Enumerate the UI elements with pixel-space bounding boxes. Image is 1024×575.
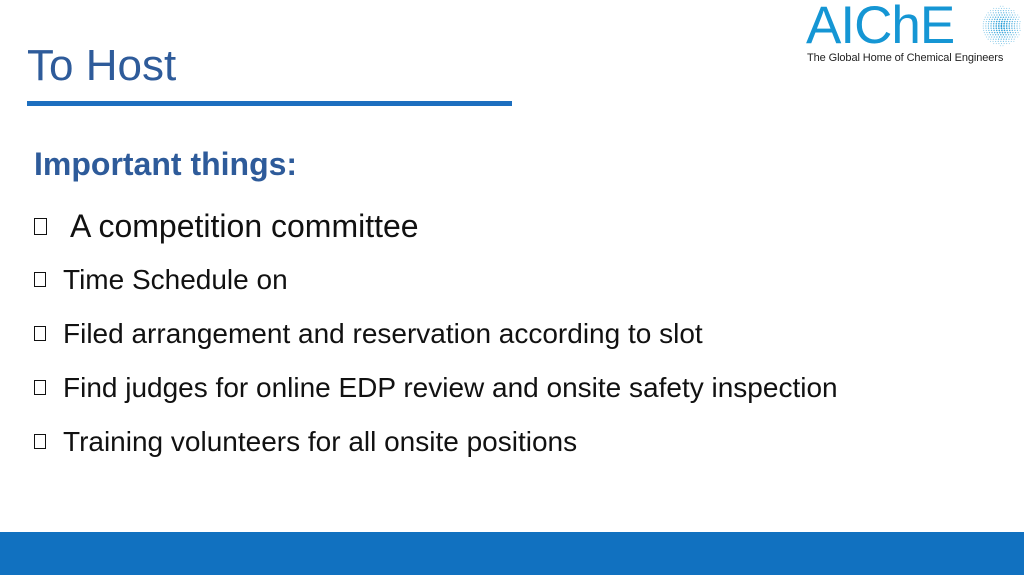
globe-dot: [1005, 34, 1006, 35]
globe-dot: [1014, 39, 1015, 40]
footer-band: [0, 532, 1024, 575]
globe-dot: [1016, 17, 1017, 18]
globe-dot: [1020, 30, 1021, 31]
globe-dot: [998, 16, 999, 17]
globe-dot: [1002, 6, 1003, 7]
globe-dot: [1013, 41, 1014, 42]
globe-dot: [1007, 36, 1008, 37]
globe-dot: [999, 14, 1000, 15]
globe-dot: [990, 23, 991, 24]
globe-dot: [1012, 19, 1013, 20]
globe-dot: [1011, 25, 1012, 26]
globe-dot: [1006, 27, 1008, 29]
globe-icon: [980, 4, 1024, 48]
globe-dot: [995, 25, 997, 27]
globe-dot: [985, 25, 986, 26]
globe-dot: [1002, 32, 1004, 34]
globe-dot: [987, 17, 988, 18]
bullet-box-icon: [34, 272, 46, 287]
globe-dot: [1003, 12, 1004, 13]
globe-dot: [1003, 10, 1004, 11]
globe-dot: [991, 21, 992, 22]
globe-dot: [1004, 8, 1005, 9]
globe-dot: [988, 12, 989, 13]
globe-dot: [991, 30, 992, 31]
globe-dot: [1001, 43, 1002, 44]
globe-dot: [996, 43, 997, 44]
globe-dot: [1005, 41, 1006, 42]
globe-dot: [1009, 21, 1011, 23]
globe-dot: [983, 21, 984, 22]
globe-dot: [992, 17, 993, 18]
globe-dot: [993, 23, 995, 25]
globe-dot: [998, 25, 1000, 27]
globe-dot: [990, 41, 991, 42]
globe-dot: [999, 19, 1001, 21]
globe-dot: [1012, 30, 1013, 31]
globe-dot: [988, 23, 989, 24]
globe-dot: [992, 10, 993, 11]
globe-dot: [1011, 12, 1012, 13]
globe-dot: [1008, 25, 1010, 27]
globe-dot: [988, 39, 989, 40]
title-underline: [27, 101, 512, 106]
globe-dot: [1013, 17, 1014, 18]
globe-dot: [1012, 36, 1013, 37]
globe-dot: [1003, 23, 1005, 25]
globe-dot: [994, 19, 995, 20]
globe-dot: [1012, 32, 1013, 33]
bullet-item: [34, 263, 288, 297]
globe-dot: [1017, 30, 1018, 31]
globe-dot: [1004, 14, 1005, 15]
globe-dot: [984, 19, 985, 20]
globe-dot: [1001, 12, 1002, 13]
globe-dot: [1001, 21, 1003, 23]
globe-dot: [985, 23, 986, 24]
globe-dot: [990, 25, 991, 26]
globe-dot: [983, 23, 984, 24]
globe-dot: [990, 10, 991, 11]
globe-dot: [1008, 41, 1009, 42]
globe-dot: [1016, 34, 1017, 35]
globe-dot: [996, 14, 997, 15]
globe-dot: [1015, 36, 1016, 37]
globe-dot: [989, 32, 990, 33]
globe-dot: [989, 14, 990, 15]
globe-dot: [1008, 10, 1009, 11]
globe-dot: [1000, 10, 1001, 11]
bullet-item: [34, 206, 419, 246]
globe-dot: [988, 21, 989, 22]
globe-dot: [1018, 19, 1019, 20]
globe-dot: [1011, 10, 1012, 11]
globe-dot: [998, 27, 1000, 29]
globe-dot: [1001, 8, 1002, 9]
globe-dot: [1013, 34, 1014, 35]
globe-dot: [1006, 23, 1008, 25]
globe-dot: [995, 16, 996, 17]
globe-dot: [993, 8, 994, 9]
globe-dot: [998, 21, 1000, 23]
globe-dot: [991, 14, 992, 15]
globe-dot: [996, 30, 998, 32]
globe-dot: [994, 36, 995, 37]
globe-dot: [1003, 25, 1005, 27]
globe-dot: [995, 41, 996, 42]
subheading: Important things:: [34, 146, 298, 182]
globe-dot: [1001, 14, 1002, 15]
globe-dot: [1015, 14, 1016, 15]
globe-dot: [1003, 16, 1005, 18]
globe-dot: [1020, 21, 1021, 22]
globe-dot: [997, 19, 999, 21]
globe-dot: [1006, 43, 1007, 44]
globe-dot: [1002, 45, 1003, 46]
globe-dot: [1009, 43, 1010, 44]
globe-dot: [998, 34, 999, 35]
globe-dot: [1006, 12, 1007, 13]
globe-dot: [1007, 19, 1009, 21]
globe-dot: [1000, 34, 1002, 36]
globe-dot: [992, 34, 993, 35]
bullet-box-icon: [34, 326, 46, 341]
globe-dot: [986, 32, 987, 33]
globe-dot: [983, 28, 984, 29]
globe-dot: [1017, 14, 1018, 15]
globe-dot: [995, 39, 996, 40]
bullet-box-icon: [34, 380, 46, 395]
globe-dot: [993, 43, 994, 44]
globe-dot: [1000, 25, 1002, 27]
globe-dot: [1006, 21, 1008, 23]
globe-dot: [995, 34, 996, 35]
globe-dot: [994, 14, 995, 15]
globe-dot: [998, 41, 999, 42]
globe-dot: [1007, 32, 1009, 33]
globe-dot: [988, 25, 989, 26]
globe-dot: [1014, 23, 1015, 24]
globe-dot: [1014, 12, 1015, 13]
globe-dot: [1004, 43, 1005, 44]
bullet-item: [34, 317, 703, 351]
globe-dot: [1008, 34, 1009, 35]
globe-dot: [1003, 27, 1005, 29]
globe-dot: [990, 39, 991, 40]
globe-dot: [986, 21, 987, 22]
globe-dot: [1004, 19, 1006, 21]
globe-dot: [986, 14, 987, 15]
bullet-text: Find judges for online EDP review and onsite safety inspection: [63, 372, 838, 403]
globe-dot: [1017, 21, 1018, 22]
globe-dot: [1017, 23, 1018, 24]
globe-dot: [991, 19, 992, 20]
globe-dot: [988, 30, 989, 31]
bullet-item: [34, 371, 838, 405]
globe-dot: [1017, 36, 1018, 37]
globe-dot: [1003, 34, 1005, 36]
globe-dot: [1000, 41, 1001, 42]
globe-dot: [993, 12, 994, 13]
globe-dot: [1019, 25, 1020, 26]
globe-dot: [990, 12, 991, 13]
globe-dot: [996, 36, 997, 37]
globe-dot: [993, 25, 995, 27]
globe-dot: [983, 25, 984, 26]
globe-dot: [1006, 39, 1007, 40]
globe-dot: [1009, 30, 1011, 32]
globe-dot: [1003, 41, 1004, 42]
bullet-text: A competition committee: [70, 208, 419, 244]
globe-dot: [990, 34, 991, 35]
globe-dot: [1004, 32, 1006, 34]
globe-dot: [1019, 28, 1020, 29]
bullet-item: [34, 425, 577, 459]
globe-dot: [1009, 8, 1010, 9]
globe-dot: [998, 23, 1000, 25]
globe-dot: [996, 21, 998, 23]
globe-dot: [998, 12, 999, 13]
logo-wordmark: AIChE: [806, 0, 955, 55]
globe-dot: [994, 32, 995, 33]
globe-dot: [1011, 17, 1012, 18]
globe-dot: [983, 30, 984, 31]
globe-dot: [1011, 23, 1012, 24]
globe-dot: [1014, 28, 1015, 29]
globe-dot: [1008, 12, 1009, 13]
aiche-logo: [804, 0, 1024, 68]
globe-dot: [1001, 23, 1003, 25]
globe-dot: [1005, 10, 1006, 11]
globe-dot: [1007, 14, 1008, 15]
globe-dot: [998, 10, 999, 11]
globe-dot: [1010, 19, 1011, 20]
globe-dot: [1010, 32, 1011, 33]
globe-dot: [1019, 17, 1020, 18]
globe-dot: [1011, 34, 1012, 35]
globe-dot: [987, 34, 988, 35]
globe-dot: [1004, 21, 1006, 23]
globe-dot: [1006, 8, 1007, 9]
globe-dot: [988, 28, 989, 29]
globe-dot: [1011, 41, 1012, 42]
globe-dot: [998, 39, 999, 40]
globe-dot: [1009, 27, 1011, 29]
globe-dot: [999, 36, 1000, 37]
globe-dot: [1001, 36, 1002, 37]
globe-dot: [1014, 25, 1015, 26]
globe-dot: [996, 8, 997, 9]
slide-title: To Host: [27, 41, 177, 90]
bullet-box-icon: [34, 434, 46, 449]
globe-dot: [1019, 34, 1020, 35]
globe-dot: [990, 28, 991, 29]
globe-dot: [1014, 30, 1015, 31]
globe-dot: [986, 30, 987, 31]
globe-dot: [1009, 23, 1011, 25]
globe-dot: [984, 32, 985, 33]
globe-dot: [1016, 25, 1017, 26]
globe-dot: [985, 28, 986, 29]
globe-dot: [1011, 27, 1012, 28]
globe-dot: [1001, 30, 1003, 32]
globe-dot: [1000, 6, 1001, 7]
bullet-text: Filed arrangement and reservation according to slot: [63, 318, 703, 349]
globe-dot: [989, 19, 990, 20]
globe-dot: [1005, 16, 1006, 17]
globe-dot: [1006, 30, 1008, 32]
globe-dot: [996, 23, 998, 25]
globe-dot: [1009, 36, 1010, 37]
globe-dot: [991, 36, 992, 37]
globe-dot: [1004, 36, 1005, 37]
globe-dot: [1006, 25, 1008, 27]
globe-dot: [1000, 45, 1001, 46]
globe-dot: [1019, 23, 1020, 24]
globe-dot: [995, 12, 996, 13]
globe-dot: [993, 27, 995, 29]
globe-dot: [1001, 39, 1002, 40]
globe-dot: [1008, 39, 1009, 40]
globe-dot: [989, 36, 990, 37]
globe-dot: [1013, 10, 1014, 11]
globe-dot: [991, 32, 992, 33]
globe-dot: [997, 32, 999, 34]
globe-dot: [993, 21, 995, 23]
globe-dot: [1012, 21, 1013, 22]
globe-dot: [1001, 27, 1003, 29]
globe-dot: [985, 34, 986, 35]
globe-dot: [995, 10, 996, 11]
globe-dot: [986, 36, 987, 37]
globe-dot: [1009, 14, 1010, 15]
globe-dot: [1008, 17, 1009, 18]
globe-dot: [1012, 14, 1013, 15]
globe-dot: [999, 32, 1001, 34]
globe-dot: [998, 8, 999, 9]
bullet-box-icon: [34, 218, 47, 235]
bullet-text: Training volunteers for all onsite positions: [63, 426, 578, 457]
globe-dot: [998, 30, 1000, 32]
bullet-text: Time Schedule on: [63, 264, 288, 295]
globe-dot: [996, 27, 998, 29]
globe-dot: [992, 41, 993, 42]
globe-dot: [1000, 16, 1002, 18]
globe-dot: [990, 17, 991, 18]
globe-dot: [998, 43, 999, 44]
globe-dot: [993, 30, 995, 32]
globe-dot: [1004, 30, 1006, 32]
globe-dot: [1003, 39, 1004, 40]
globe-dot: [985, 17, 986, 18]
globe-dot: [1002, 19, 1004, 21]
logo-tagline: The Global Home of Chemical Engineers: [807, 52, 1004, 64]
globe-dot: [1014, 21, 1015, 22]
globe-dot: [1018, 32, 1019, 33]
globe-dot: [993, 39, 994, 40]
globe-dot: [1015, 32, 1016, 33]
globe-dot: [1011, 39, 1012, 40]
globe-dot: [1015, 19, 1016, 20]
globe-dot: [986, 19, 987, 20]
globe-dot: [1017, 28, 1018, 29]
